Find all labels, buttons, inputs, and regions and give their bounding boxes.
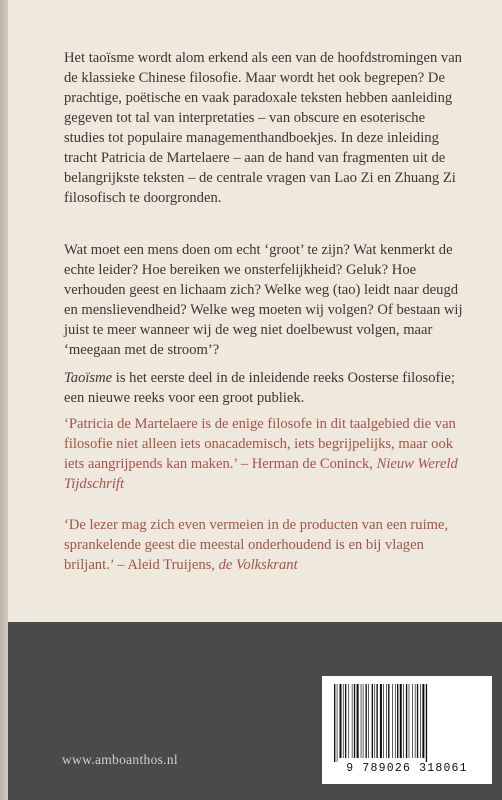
blurb-paragraph-3: [64, 368, 464, 408]
review-quote-1-source: Nieuw Wereld Tijdschrift: [64, 456, 458, 492]
review-quote-2-source: de Volkskrant: [218, 557, 298, 573]
blurb-paragraph-1: Het taoïsme wordt alom erkend als een van de hoofdstromingen van de klassieke Chinese filosofie. Maar wordt het ook begrepen? De prachtige, poëtische en vaak paradoxale teksten hebben aanleiding gegeven tot tal van interpretaties – van obscure en esoterische studies tot populaire managementhandboekjes. In deze inleiding tracht Patricia de Martelaere – aan de hand van fragmenten uit de belangrijkste teksten – de centrale vragen van Lao Zi en Zhuang Zi filosofisch te doorgronden.: [64, 50, 462, 206]
blurb-paragraph-3-text: is het eerste deel in de inleidende reeks Oosterse filosofie; een nieuwe reeks voor een groot publiek.: [64, 370, 455, 406]
publisher-website: www.amboanthos.nl: [62, 752, 178, 767]
review-quote-2: [64, 515, 464, 575]
barcode-icon: [332, 684, 480, 762]
barcode-panel: [322, 676, 492, 784]
review-quote-1-text: ‘Patricia de Martelaere is de enige filosofe in dit taalgebied die van filosofie niet alleen iets onacademisch, iets begrijpelijks, maar ook iets aangrijpends kan maken.’ – Herman de Coninck,: [64, 416, 456, 472]
book-title: Taoïsme: [64, 370, 113, 386]
review-quote-1: [64, 414, 464, 494]
review-quote-2-text: ‘De lezer mag zich even vermeien in de producten van een ruime, sprankelende geest die meestal onderhoudend is en bij vlagen briljant.’ – Aleid Truijens,: [64, 517, 449, 573]
blurb-paragraph-2: Wat moet een mens doen om echt ‘groot’ te zijn? Wat kenmerkt de echte leider? Hoe bereiken we onsterfelijkheid? Geluk? Hoe verhouden geest en lichaam zich? Welke weg (tao) leidt naar deugd en menslievendheid? Welke weg moeten wij volgen? Of bestaan wij juist te meer wanneer wij de weg niet doelbewust volgen, maar ‘meegaan met de stroom’?: [64, 242, 463, 358]
isbn-number: 9 789026 318061: [346, 762, 468, 775]
